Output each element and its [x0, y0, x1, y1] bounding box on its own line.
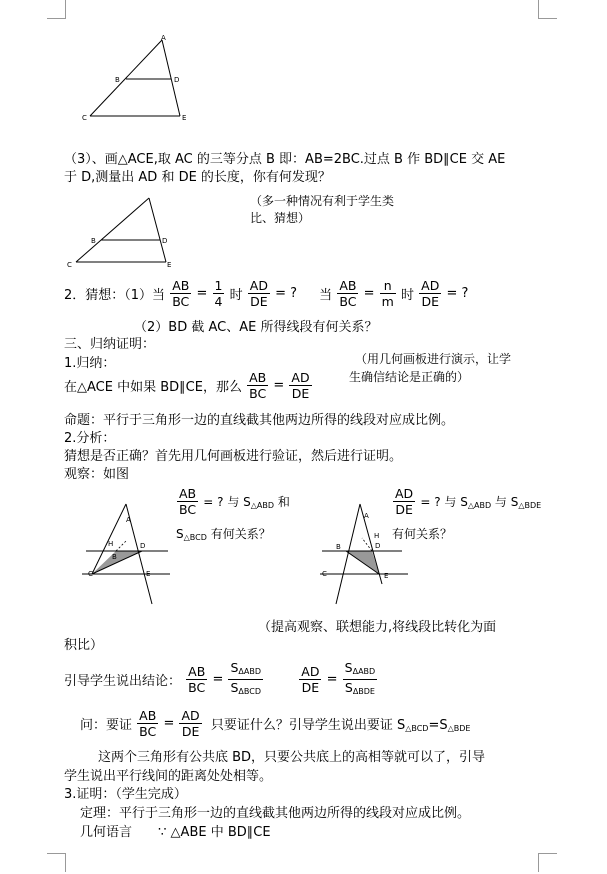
fig2-label-e: E — [167, 261, 172, 269]
equals-sign-3: = — [273, 378, 285, 393]
fig4-label-c: C — [322, 570, 327, 578]
equals-sign-6: = — [326, 672, 338, 687]
explain-line-2: 学生说出平行线间的距离处处相等。 — [64, 769, 273, 784]
equals-sign-5: = — [212, 672, 224, 687]
analysis-title: 2.分析： — [64, 431, 116, 446]
induce-note-2: 生确信结论是正确的） — [349, 370, 470, 384]
geo-label: 几何语言 — [80, 825, 133, 840]
fraction-ad-de-3: $\frac{AD}{DE}$ — [291, 370, 310, 401]
induce-sentence — [64, 370, 313, 401]
theorem: 定理：平行于三角形一边的直线截其他两边所得的线段对应成比例。 — [80, 806, 471, 821]
fraction-s-abd-s-bcd: $\frac{S_{\Delta ABD}}{S_{\Delta BCD}}$ — [230, 660, 262, 696]
q3-line-1: （3）、画△ACE,取 AC 的三等分点 B 即：AB=2BC.过点 B 作 BD∥CE 交 AE — [64, 152, 506, 167]
note-multi-line-2: 比、猜想） — [250, 211, 311, 225]
shi-text: 时 — [229, 288, 243, 303]
crop-mark-top-right — [538, 0, 557, 19]
induce-note-1: （用几何画板进行演示，让学 — [355, 352, 512, 366]
triangle-figure-1 — [78, 32, 208, 124]
q3-line-2: 于 D,测量出 AD 和 DE 的长度，你有何发现？ — [64, 170, 331, 185]
crop-mark-top-left — [47, 0, 66, 19]
question-left-suffix: = ? 与 $S_{\triangle ABD}$ 和 — [203, 495, 290, 510]
shi-text-2: 时 — [400, 288, 414, 303]
fig4-label-e: E — [384, 572, 389, 580]
section-3-title: 三、归纳证明： — [64, 337, 156, 352]
fraction-s-abd-s-bde: $\frac{S_{\Delta ABD}}{S_{\Delta BDE}}$ — [344, 660, 376, 696]
equals-question: = ? — [275, 286, 298, 301]
conclusion-line — [64, 660, 378, 699]
triangle-figure-2 — [64, 192, 184, 272]
fig4-label-h: H — [374, 532, 380, 540]
fraction-one-fourth: $\frac{1}{4}$ — [214, 278, 223, 309]
fig2-label-b: B — [91, 237, 96, 245]
question-right-2: 有何关系？ — [392, 527, 453, 541]
fig2-label-c: C — [67, 261, 72, 269]
proof-title: 3.证明：（学生完成） — [64, 787, 187, 802]
fraction-ad-de-6: $\frac{AD}{DE}$ — [181, 708, 200, 739]
guess-line-1 — [64, 278, 468, 309]
geo-since: ∵ △ABE 中 BD∥CE — [158, 825, 271, 840]
crop-mark-bottom-left — [47, 853, 66, 872]
ask-prefix: 问：要证 — [80, 718, 133, 733]
fig3-label-b: B — [112, 553, 117, 561]
fig4-label-a: A — [364, 512, 369, 520]
fraction-ad-de: $\frac{AD}{DE}$ — [249, 278, 268, 309]
fig3-label-c: C — [88, 570, 93, 578]
fraction-ab-bc-3: $\frac{AB}{BC}$ — [249, 370, 267, 401]
fig1-label-a: A — [161, 34, 166, 42]
fraction-ad-de-4: $\frac{AD}{DE}$ — [395, 486, 414, 517]
fraction-ab-bc-2: $\frac{AB}{BC}$ — [339, 278, 357, 309]
fig4-label-d: D — [375, 542, 381, 550]
question-left-1 — [176, 486, 290, 517]
fig2-label-d: D — [162, 237, 168, 245]
fig3-label-h: H — [108, 540, 114, 548]
fraction-ab-bc-6: $\frac{AB}{BC}$ — [139, 708, 157, 739]
fraction-ab-bc: $\frac{AB}{BC}$ — [172, 278, 190, 309]
fig3-label-a: A — [126, 516, 131, 524]
note-raise-line-2: 积比） — [64, 638, 104, 653]
induce-prefix: 在△ACE 中如果 BD∥CE，那么 — [64, 380, 242, 395]
fraction-ab-bc-5: $\frac{AB}{BC}$ — [188, 664, 206, 695]
guess-line-2: （2）BD 截 AC、AE 所得线段有何关系？ — [134, 320, 378, 335]
note-multi-line-1: （多一种情况有利于学生类 — [250, 194, 395, 208]
equals-sign: = — [196, 286, 208, 301]
fig1-label-c: C — [82, 114, 87, 122]
conclusion-prefix: 引导学生说出结论： — [64, 674, 182, 689]
fraction-n-m: $\frac{n}{m}$ — [381, 278, 394, 309]
guess-prefix: 2．猜想：（1）当 — [64, 288, 166, 303]
geometry-language — [80, 821, 271, 840]
triangle-figure-3 — [78, 498, 178, 608]
triangle-figure-4 — [316, 498, 416, 608]
question-right-suffix: = ? 与 $S_{\triangle ABD}$ 与 $S_{\triangle BDE}$ — [420, 495, 542, 510]
fig1-label-d: D — [174, 76, 180, 84]
question-left-2: $S_{\triangle BCD}$ 有何关系？ — [176, 527, 271, 542]
dang-text: 当 — [319, 288, 333, 303]
fig4-label-b: B — [336, 543, 341, 551]
observe-text: 观察：如图 — [64, 467, 130, 482]
equals-sign-2: = — [363, 286, 375, 301]
proposition: 命题：平行于三角形一边的直线截其他两边所得的线段对应成比例。 — [64, 413, 455, 428]
induce-title: 1.归纳： — [64, 356, 116, 371]
crop-mark-bottom-right — [538, 853, 557, 872]
analysis-line: 猜想是否正确？首先用几何画板进行验证，然后进行证明。 — [64, 449, 403, 464]
note-raise-line-1: （提高观察、联想能力,将线段比转化为面 — [258, 620, 497, 635]
fig3-label-e: E — [146, 570, 151, 578]
equals-question-2: = ? — [446, 286, 469, 301]
fraction-ab-bc-4: $\frac{AB}{BC}$ — [179, 486, 197, 517]
fig1-label-b: B — [115, 76, 120, 84]
fig1-label-e: E — [182, 114, 187, 122]
explain-line-1: 这两个三角形有公共底 BD，只要公共底上的高相等就可以了，引导 — [98, 750, 486, 765]
fraction-ad-de-5: $\frac{AD}{DE}$ — [301, 664, 320, 695]
fraction-ad-de-2: $\frac{AD}{DE}$ — [421, 278, 440, 309]
ask-line — [80, 708, 470, 739]
fig3-label-d: D — [140, 542, 146, 550]
equals-sign-7: = — [163, 716, 175, 731]
ask-mid: 只要证什么？引导学生说出要证 $S_{\triangle BCD}=S_{\triangle BDE}$ — [210, 718, 471, 733]
